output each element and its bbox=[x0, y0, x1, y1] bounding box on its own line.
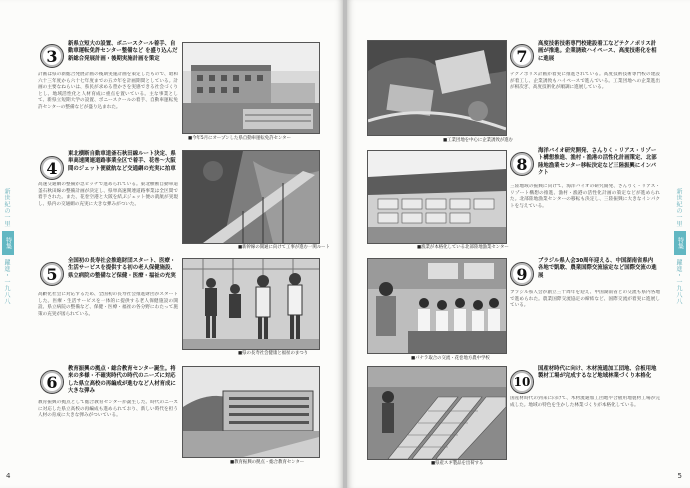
item-7-photo bbox=[367, 40, 507, 136]
item-number-9: 9 bbox=[510, 262, 534, 286]
side-label-top: 新世紀の一里 bbox=[3, 188, 10, 227]
fishery-center-photo-image bbox=[368, 151, 506, 243]
item-10-caption: ■県産スギ製品を出荷する bbox=[431, 461, 484, 466]
item-3-body: 計画は県の新総合発展計画の後期実施計画を策定したもので、昭和六十三年度から六十七年度までの五カ年を計画期間としている。計画の主要なねらいは、県民が求める豊かさを実感できる社会づくりとし、地域活性化と人材育成に重点を置いている。主な事業として、新県立短期大学の設置、ボニースクールの着手、自動車運転免許センターの整備などが盛り込まれた。 bbox=[38, 72, 178, 110]
item-8-body: 三陸地域の振興に向けて、海洋バイオの研究開発、さんりく・リアス・リゾート構想の推進、漁村・漁港の活性化計画の策定などが進められた。北部陸地漁業センターの移転も決定し、三陸振興に大きなインパクトを与えている。 bbox=[510, 184, 660, 209]
people-photo-image bbox=[183, 259, 319, 349]
item-number-5: 5 bbox=[40, 262, 64, 286]
left-page bbox=[0, 0, 343, 488]
item-6-headline: 教育振興の拠点・総合教育センター誕生。将来の多様・不確実時代の時代のニーズに対応した県立高校の再編成が進むなど人材育成に大きな弾み bbox=[68, 366, 176, 395]
item-4-body: 高速交通網の整備が急ピッチで進められている。東北横断自動車道釜石秋田線の整備計画が決定し、県単高速関連道路事業は全区間で着手された。また、花巻空港と大阪を結ぶジェット便の就航が実現し、県内の交通網の充実に大きな弾みがついた。 bbox=[38, 182, 178, 207]
item-6-photo bbox=[182, 366, 320, 458]
item-7-caption: ■工業団地を中心に企業誘致が進む bbox=[443, 138, 514, 143]
item-8-headline: 海洋バイオ研究開発、さんりく・リアス・リゾート構想推進、漁村・漁港の活性化計画策定、北部陸地漁業センター移転決定など三陸振興にインパクト bbox=[538, 148, 657, 177]
item-5-caption: ■県の長寿社会健康と福祉のまつり bbox=[238, 351, 309, 356]
side-label-bottom: 躍進・一九八八 bbox=[675, 259, 682, 305]
item-number-7: 7 bbox=[510, 44, 534, 68]
item-6-body: 教育振興の拠点として総合教育センターが誕生した。時代のニーズに対応した県立高校の再編成も進められており、新しい時代を担う人材の育成に大きな弾みがついている。 bbox=[38, 400, 178, 419]
item-8-caption: ■漁業が本格化している北部陸地漁業センター bbox=[417, 245, 509, 250]
aerial-photo-image bbox=[368, 41, 506, 135]
item-number-4: 4 bbox=[40, 156, 64, 180]
item-7-headline: 高度技術技術専門校建設着工などテクノポリス計画が推進。企業誘致ハイペース、高度技術化を相に進展 bbox=[538, 41, 657, 62]
item-6-caption: ■教育振興の拠点・総合教育センター bbox=[230, 460, 305, 465]
right-side-tab bbox=[674, 188, 688, 305]
education-center-photo-image bbox=[183, 367, 319, 457]
item-3-caption: ■今年5月にオープンした県自動車運転免許センター bbox=[188, 136, 291, 141]
item-5-body: 高齢化社会に対応するため、全国初の長寿社会推進財団がスタートした。医療・生活サービスを一体的に提供する老人保健施設の開設、県立病院の整備など、保健・医療・福祉の各分野にわたって施策の充実が図られている。 bbox=[38, 292, 178, 317]
item-8-photo bbox=[367, 150, 507, 244]
building-photo-image bbox=[183, 43, 319, 133]
side-label-bottom: 躍進・一九八八 bbox=[3, 259, 10, 305]
item-4-photo bbox=[182, 150, 320, 244]
exchange-photo-image bbox=[368, 259, 506, 353]
item-4-caption: ■新幹線の開通に向けて工事が進む一関ルート bbox=[238, 245, 330, 250]
item-9-headline: ブラジル県人会30周年迎える、中国湖南省県内各地で凱歌、農業国際交流協定など国際交流の進展 bbox=[538, 258, 657, 279]
item-number-3: 3 bbox=[40, 44, 64, 68]
construction-photo-image bbox=[183, 151, 319, 243]
page-number-right: 5 bbox=[677, 472, 682, 480]
item-9-photo bbox=[367, 258, 507, 354]
item-3-photo bbox=[182, 42, 320, 134]
side-tab-feature: 特集 bbox=[2, 231, 14, 255]
item-10-body: 国産材時代の到来に向けて、木材流通加工団地や合板用地製材工場が完成した。地域の特色を生かした林業づくりが本格化している。 bbox=[510, 396, 660, 408]
item-number-6: 6 bbox=[40, 370, 64, 394]
left-side-tab bbox=[2, 188, 16, 305]
item-10-headline: 国産材時代に向け、木材流通加工団地、合板用地製材工場が完成するなど地域林業づくり本格化 bbox=[538, 366, 657, 380]
item-number-8: 8 bbox=[510, 152, 534, 176]
item-5-headline: 全国初の長寿社会推進財団スタート、医療・生活サービスを提供する初の老人保健施設、県立病院の整備など保健・医療・福祉の充実 bbox=[68, 258, 176, 279]
page-number-left: 4 bbox=[6, 472, 11, 480]
side-tab-feature: 特集 bbox=[674, 231, 686, 255]
item-9-body: ブラジル県人会が創立三十周年を迎え、中国湖南省との交流も県内各地で進められた。農業国際交流協定の締結など、国際交流が着実に進展している。 bbox=[510, 290, 660, 309]
item-7-body: テクノポリス計画が着実に推進されている。高度技術技術専門校の建設が着工し、企業誘致もハイペースで進んでいる。工業団地への企業進出が相次ぎ、高度技術化が順調に進展している。 bbox=[510, 72, 660, 91]
item-10-photo bbox=[367, 366, 507, 460]
right-page bbox=[347, 0, 690, 488]
item-3-headline: 新県立短大の設置、ボニースクール着手、自動車運転免許センター整備など を盛り込んだ新総合発展計画・後期実施計画を策定 bbox=[68, 41, 178, 62]
item-number-10: 10 bbox=[510, 370, 534, 394]
side-label-top: 新世紀の一里 bbox=[675, 188, 682, 227]
item-4-headline: 東北横断自動車道釜石秋田線ルート決定、県単高速関連道路事業全区で着手、花巻〜大阪間のジェット便就航など交通網の充実に拍車 bbox=[68, 151, 176, 172]
item-9-caption: ■パナラ取合の交流・花巻地方農中学校 bbox=[411, 356, 490, 361]
item-5-photo bbox=[182, 258, 320, 350]
lumber-photo-image bbox=[368, 367, 506, 459]
